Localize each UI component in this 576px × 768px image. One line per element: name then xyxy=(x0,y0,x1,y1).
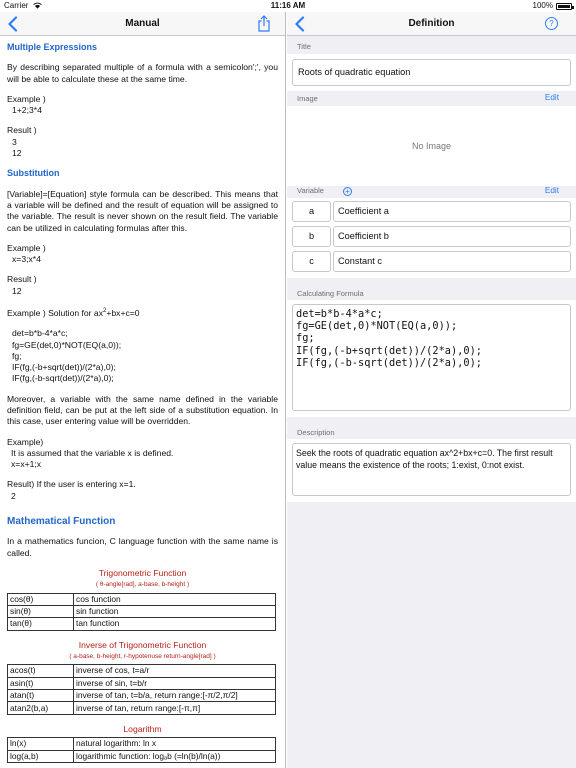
trig-table xyxy=(7,593,276,631)
definition-navbar xyxy=(287,12,576,36)
manual-title: Manual xyxy=(125,18,160,29)
paragraph: By describing separated multiple of a formula with a semicolon';', you will be able to calculate these at the same time. xyxy=(7,62,278,84)
carrier-label: Carrier xyxy=(4,0,42,12)
inverse-trig-table xyxy=(7,664,276,715)
section-heading: Substitution xyxy=(7,168,60,179)
definition-pane xyxy=(287,12,576,768)
image-edit-button[interactable]: Edit xyxy=(544,93,559,102)
table-title: Logarithm xyxy=(123,723,162,734)
paragraph: In a mathematics funcion, C language function with the same name is called. xyxy=(7,536,278,558)
table-row: tan(θ) tan function xyxy=(8,618,276,630)
description-section-label: Description xyxy=(297,428,335,437)
image-card[interactable] xyxy=(287,106,576,186)
variable-name[interactable]: c xyxy=(292,251,331,272)
variables-card xyxy=(287,198,576,278)
battery-percent: 100% xyxy=(532,1,553,10)
variable-name[interactable]: a xyxy=(292,201,331,222)
variable-description[interactable]: Coefficient a xyxy=(333,201,571,222)
formula-card xyxy=(287,300,576,417)
formula-section-label: Calculating Formula xyxy=(297,289,364,298)
share-icon[interactable] xyxy=(257,15,271,32)
table-row: atan2(b,a) inverse of tan, return range:[-π,π] xyxy=(8,702,276,714)
image-section-label: Image xyxy=(297,94,318,103)
status-time: 11:16 AM xyxy=(270,1,306,10)
description-field[interactable]: Seek the roots of quadratic equation ax^2+bx+c=0. The first result value means the existence of the roots; 1:exist, 0:not exist. xyxy=(292,443,571,496)
status-bar xyxy=(0,0,576,12)
section-heading: Mathematical Function xyxy=(7,516,116,528)
table-row: cos(θ) cos function xyxy=(8,593,276,605)
table-title: Trigonometric Function xyxy=(98,567,187,578)
manual-navbar xyxy=(0,12,285,36)
paragraph: [Variable]=[Equation] style formula can be described. This means that a variable will be defined and the result of equation will be assigned to the variable. The result is never shown on the result field. The variable can be utilized in calculating formulas after this. xyxy=(7,188,278,233)
paragraph: Moreover, a variable with the same name defined in the variable definition field, can be put at the left side of a substitution equation. In this case, user entering value will be overridden. xyxy=(7,393,278,427)
battery-icon xyxy=(556,3,572,10)
formula-editor[interactable]: det=b*b-4*a*c; fg=GE(det,0)*NOT(EQ(a,0)); fg; IF(fg,(-b+sqrt(det))/(2*a),0); IF(fg,(-b-sqrt(det))/(2*a),0); xyxy=(292,304,571,411)
title-section-label: Title xyxy=(297,42,311,51)
example-block: Example ) 1+2;3*4 xyxy=(7,93,46,116)
variable-section-label: Variable xyxy=(297,186,324,195)
add-variable-icon[interactable]: + xyxy=(343,187,352,196)
table-row: log(a,b) logarithmic function: logₐb (=ln(b)/ln(a)) xyxy=(8,750,276,762)
table-row: atan(t) inverse of tan, t=b/a, return range:[-π/2,π/2] xyxy=(8,690,276,702)
battery-status xyxy=(533,0,572,12)
quadratic-example: Example ) Solution for $ax^2+bx+c=0$ det=b*b-4*a*c; fg=GE(det,0)*NOT(EQ(a,0)); fg; IF(fg,(-b+sqrt(det))/(2*a),0); IF(fg,(-b-sqrt(det))/(2*a),0); xyxy=(7,307,140,384)
variable-edit-button[interactable]: Edit xyxy=(544,186,559,195)
table-row: sin(θ) sin function xyxy=(8,605,276,617)
manual-pane xyxy=(0,12,286,768)
result-block: Result ) 12 xyxy=(7,274,37,296)
table-row: acos(t) inverse of cos, t=a/r xyxy=(8,665,276,677)
example-block: Example) It is assumed that the variable x is defined. x=x+1;x xyxy=(7,436,174,470)
variable-row[interactable] xyxy=(292,226,571,247)
variable-description[interactable]: Coefficient b xyxy=(333,226,571,247)
variable-description[interactable]: Constant c xyxy=(333,251,571,272)
title-card xyxy=(287,54,576,91)
variable-row[interactable] xyxy=(292,201,571,222)
section-heading: Multiple Expressions xyxy=(7,42,98,52)
result-block: Result) If the user is entering x=1. 2 xyxy=(7,479,136,501)
description-card xyxy=(287,439,576,502)
help-icon[interactable]: ? xyxy=(545,17,558,30)
result-block: Result ) 3 12 xyxy=(7,125,37,159)
title-field[interactable]: Roots of quadratic equation xyxy=(292,59,571,86)
definition-title: Definition xyxy=(408,18,455,29)
example-block: Example ) x=3;x*4 xyxy=(7,242,46,265)
no-image-placeholder: No Image xyxy=(411,141,452,151)
logarithm-table xyxy=(7,737,276,763)
manual-content xyxy=(0,36,285,763)
table-subtitle: ( a-base, b-height, r-hypotenuse return-angle[rad] ) xyxy=(69,653,216,661)
variable-name[interactable]: b xyxy=(292,226,331,247)
table-title: Inverse of Trigonometric Function xyxy=(78,639,207,650)
table-subtitle: ( θ-angle[rad], a-base, b-height ) xyxy=(95,581,190,589)
variable-row[interactable] xyxy=(292,251,571,272)
table-row: ln(x) natural logarithm: ln x xyxy=(8,738,276,750)
table-row: asin(t) inverse of sin, t=b/r xyxy=(8,677,276,689)
